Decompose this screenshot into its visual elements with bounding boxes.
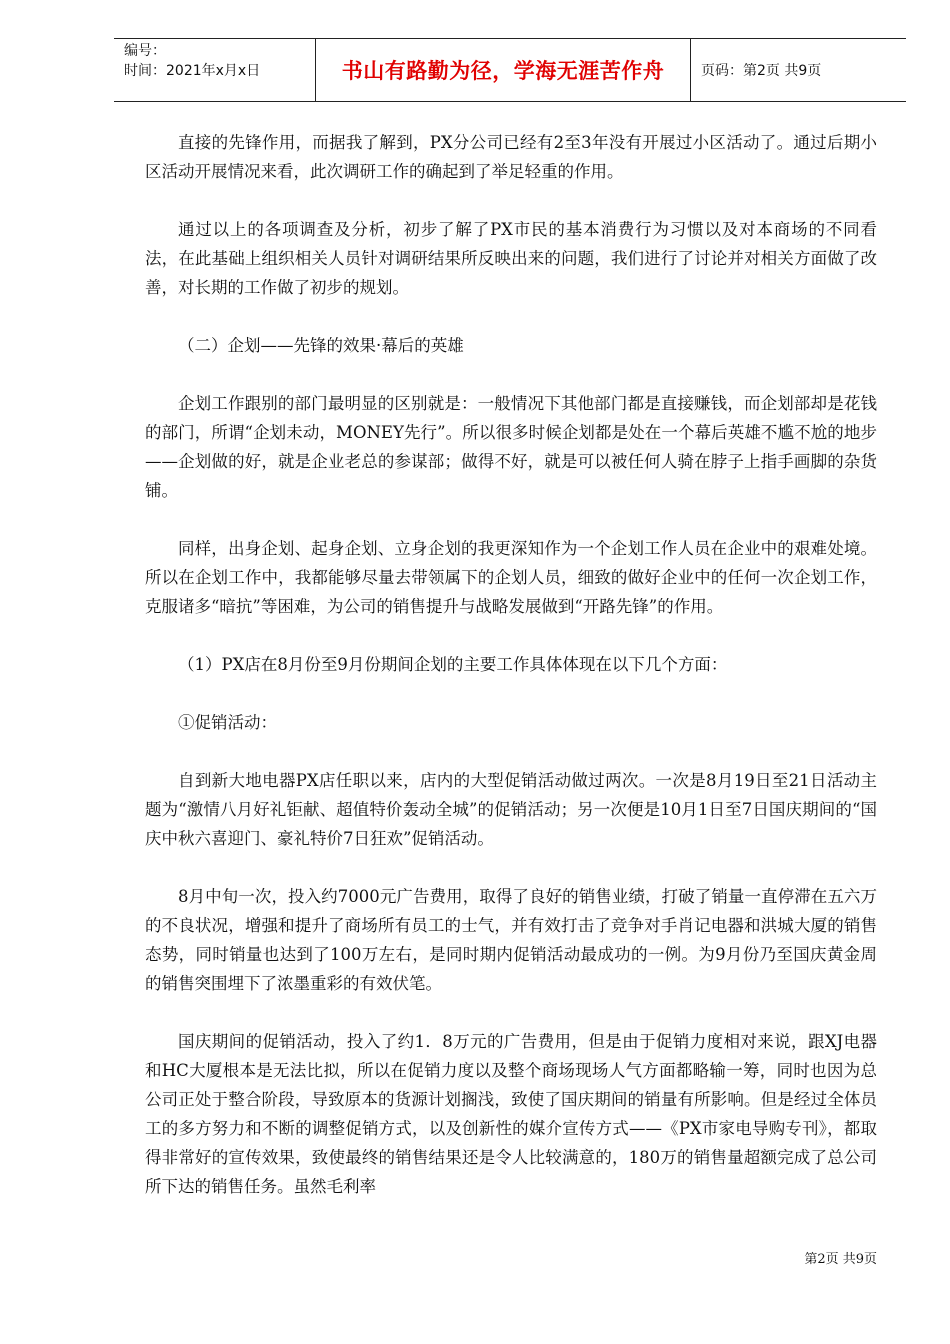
header-meta [114, 39, 316, 101]
header-page-number: 页码：第2页 共9页 [701, 63, 822, 79]
item-heading: ①促销活动： [178, 713, 277, 732]
paragraph: 企划工作跟别的部门最明显的区别就是：一般情况下其他部门都是直接赚钱，而企划部却是花钱的部门，所谓“企划未动，MONEY先行”。所以很多时候企划都是处在一个幕后英雄不尴不尬的地步——企划做的好，就是企业老总的参谋部；做得不好，就是可以被任何人骑在脖子上指手画脚的杂货铺。 [145, 394, 877, 500]
document-body [145, 128, 877, 1201]
paragraph: 直接的先锋作用，而据我了解到，PX分公司已经有2至3年没有开展过小区活动了。通过后期小区活动开展情况来看，此次调研工作的确起到了举足轻重的作用。 [145, 133, 877, 181]
document-number-label: 编号： [124, 43, 166, 59]
document-date-label: 时间：2021年x月x日 [124, 63, 261, 79]
section-heading: （二）企划——先锋的效果·幕后的英雄 [178, 336, 464, 355]
subsection-heading: （1）PX店在8月份至9月份期间企划的主要工作具体体现在以下几个方面： [178, 655, 728, 674]
paragraph: 同样，出身企划、起身企划、立身企划的我更深知作为一个企划工作人员在企业中的艰难处境。所以在企划工作中，我都能够尽量去带领属下的企划人员，细致的做好企业中的任何一次企划工作，克服诸多“暗抗”等困难，为公司的销售提升与战略发展做到“开路先锋”的作用。 [145, 539, 877, 616]
paragraph: 通过以上的各项调查及分析，初步了解了PX市民的基本消费行为习惯以及对本商场的不同看法，在此基础上组织相关人员针对调研结果所反映出来的问题，我们进行了讨论并对相关方面做了改善，对长期的工作做了初步的规划。 [145, 220, 877, 297]
page-footer: 第2页 共9页 [804, 1252, 877, 1267]
paragraph: 8月中旬一次，投入约7000元广告费用，取得了良好的销售业绩，打破了销量一直停滞在五六万的不良状况，增强和提升了商场所有员工的士气，并有效打击了竞争对手肖记电器和洪城大厦的销售态势，同时销量也达到了100万左右，是同时期内促销活动最成功的一例。为9月份乃至国庆黄金周的销售突围埋下了浓墨重彩的有效伏笔。 [145, 887, 877, 993]
page-header [114, 38, 906, 102]
paragraph: 国庆期间的促销活动，投入了约1．8万元的广告费用，但是由于促销力度相对来说，跟XJ电器和HC大厦根本是无法比拟，所以在促销力度以及整个商场现场人气方面都略输一筹，同时也因为总公司正处于整合阶段，导致原本的货源计划搁浅，致使了国庆期间的销量有所影响。但是经过全体员工的多方努力和不断的调整促销方式，以及创新性的媒介宣传方式——《PX市家电导购专刊》，都取得非常好的宣传效果，致使最终的销售结果还是令人比较满意的，180万的销售量超额完成了总公司所下达的销售任务。虽然毛利率 [145, 1032, 877, 1196]
paragraph: 自到新大地电器PX店任职以来，店内的大型促销活动做过两次。一次是8月19日至21日活动主题为“激情八月好礼钜献、超值特价轰动全城”的促销活动；另一次便是10月1日至7日国庆期间的“国庆中秋六喜迎门、豪礼特价7日狂欢”促销活动。 [145, 771, 877, 848]
header-motto: 书山有路勤为径，学海无涯苦作舟 [316, 39, 691, 101]
